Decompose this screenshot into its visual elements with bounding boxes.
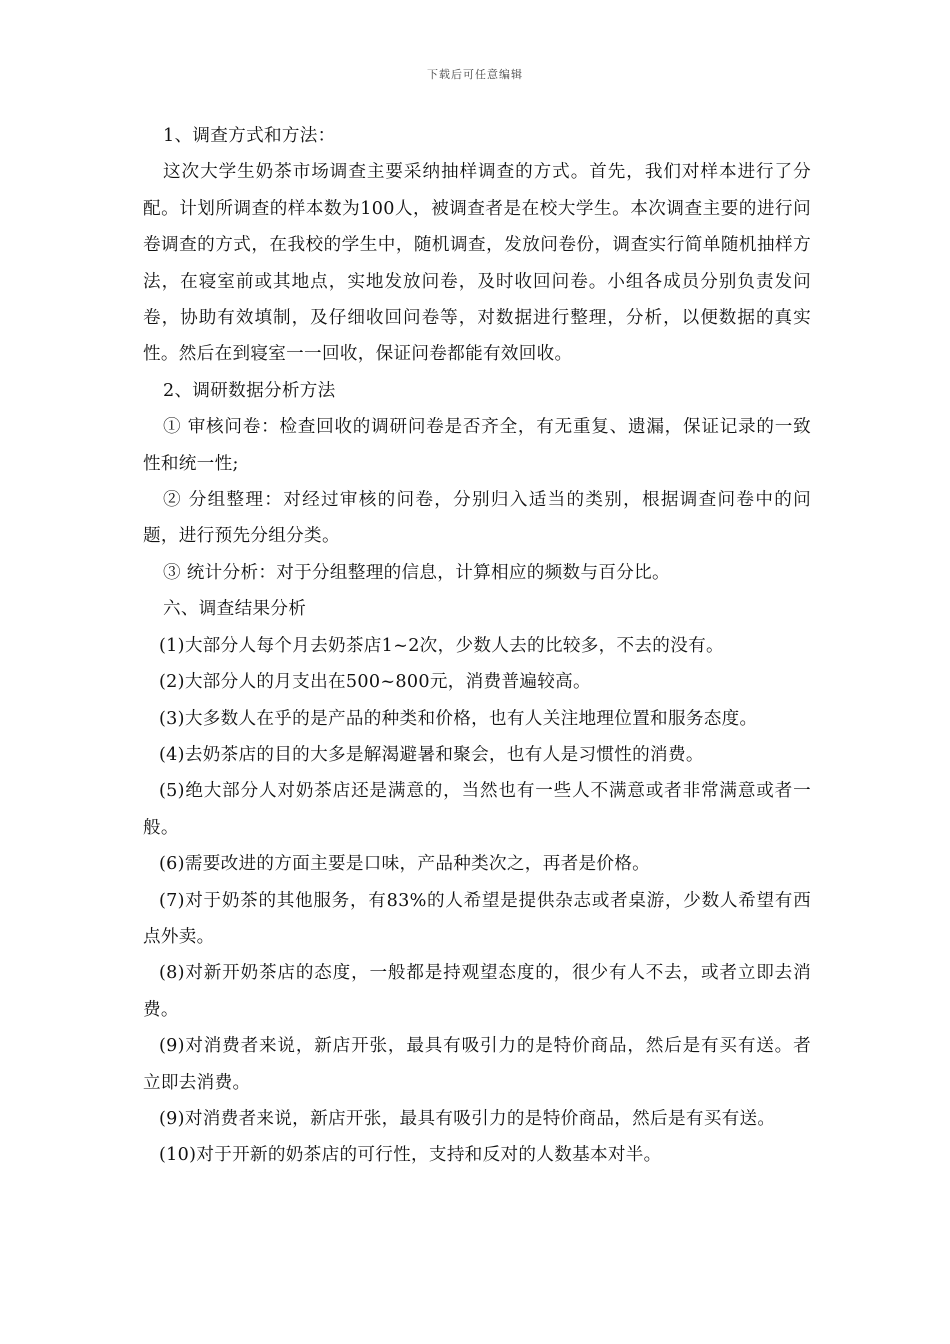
page-header: 下载后可任意编辑 (427, 68, 523, 81)
document-body (143, 118, 811, 1174)
list-item-grouping: ② 分组整理：对经过审核的问卷，分别归入适当的类别，根据调查问卷中的问题，进行预先分组分类。 (143, 490, 811, 547)
result-item-9b: (9)对消费者来说，新店开张，最具有吸引力的是特价商品，然后是有买有送。 (159, 1108, 776, 1129)
section-heading-results: 六、调查结果分析 (163, 599, 307, 620)
result-item-4: (4)去奶茶店的目的大多是解渴避暑和聚会，也有人是习惯性的消费。 (159, 744, 704, 765)
result-item-2: (2)大部分人的月支出在500~800元，消费普遍较高。 (159, 672, 591, 693)
result-item-5: (5)绝大部分人对奶茶店还是满意的，当然也有一些人不满意或者非常满意或者一般。 (143, 781, 811, 838)
section-heading-survey-method: 1、调查方式和方法： (163, 126, 336, 146)
paragraph-survey-description: 这次大学生奶茶市场调查主要采纳抽样调查的方式。首先，我们对样本进行了分配。计划所调查的样本数为100人，被调查者是在校大学生。本次调查主要的进行问卷调查的方式，在我校的学生中，随机调查，发放问卷份，调查实行简单随机抽样方法，在寝室前或其地点，实地发放问卷，及时收回问卷。小组各成员分别负责发问卷，协助有效填制，及仔细收回问卷等，对数据进行整理，分析，以便数据的真实性。然后在到寝室一一回收，保证问卷都能有效回收。 (143, 162, 811, 365)
list-item-statistics: ③ 统计分析：对于分组整理的信息，计算相应的频数与百分比。 (163, 562, 670, 583)
result-item-6: (6)需要改进的方面主要是口味，产品种类次之，再者是价格。 (159, 854, 651, 875)
result-item-9a: (9)对消费者来说，新店开张，最具有吸引力的是特价商品，然后是有买有送。者立即去消费。 (143, 1036, 811, 1093)
result-item-7: (7)对于奶茶的其他服务，有83%的人希望是提供杂志或者桌游，少数人希望有西点外卖。 (143, 890, 811, 947)
list-item-review: ① 审核问卷：检查回收的调研问卷是否齐全，有无重复、遗漏，保证记录的一致性和统一性; (143, 417, 811, 474)
result-item-8: (8)对新开奶茶店的态度，一般都是持观望态度的，很少有人不去，或者立即去消费。 (143, 963, 811, 1020)
section-heading-analysis-method: 2、调研数据分析方法 (163, 380, 336, 401)
result-item-1: (1)大部分人每个月去奶茶店1~2次，少数人去的比较多，不去的没有。 (159, 635, 724, 656)
result-item-10: (10)对于开新的奶茶店的可行性，支持和反对的人数基本对半。 (159, 1145, 662, 1166)
result-item-3: (3)大多数人在乎的是产品的种类和价格，也有人关注地理位置和服务态度。 (159, 708, 758, 729)
